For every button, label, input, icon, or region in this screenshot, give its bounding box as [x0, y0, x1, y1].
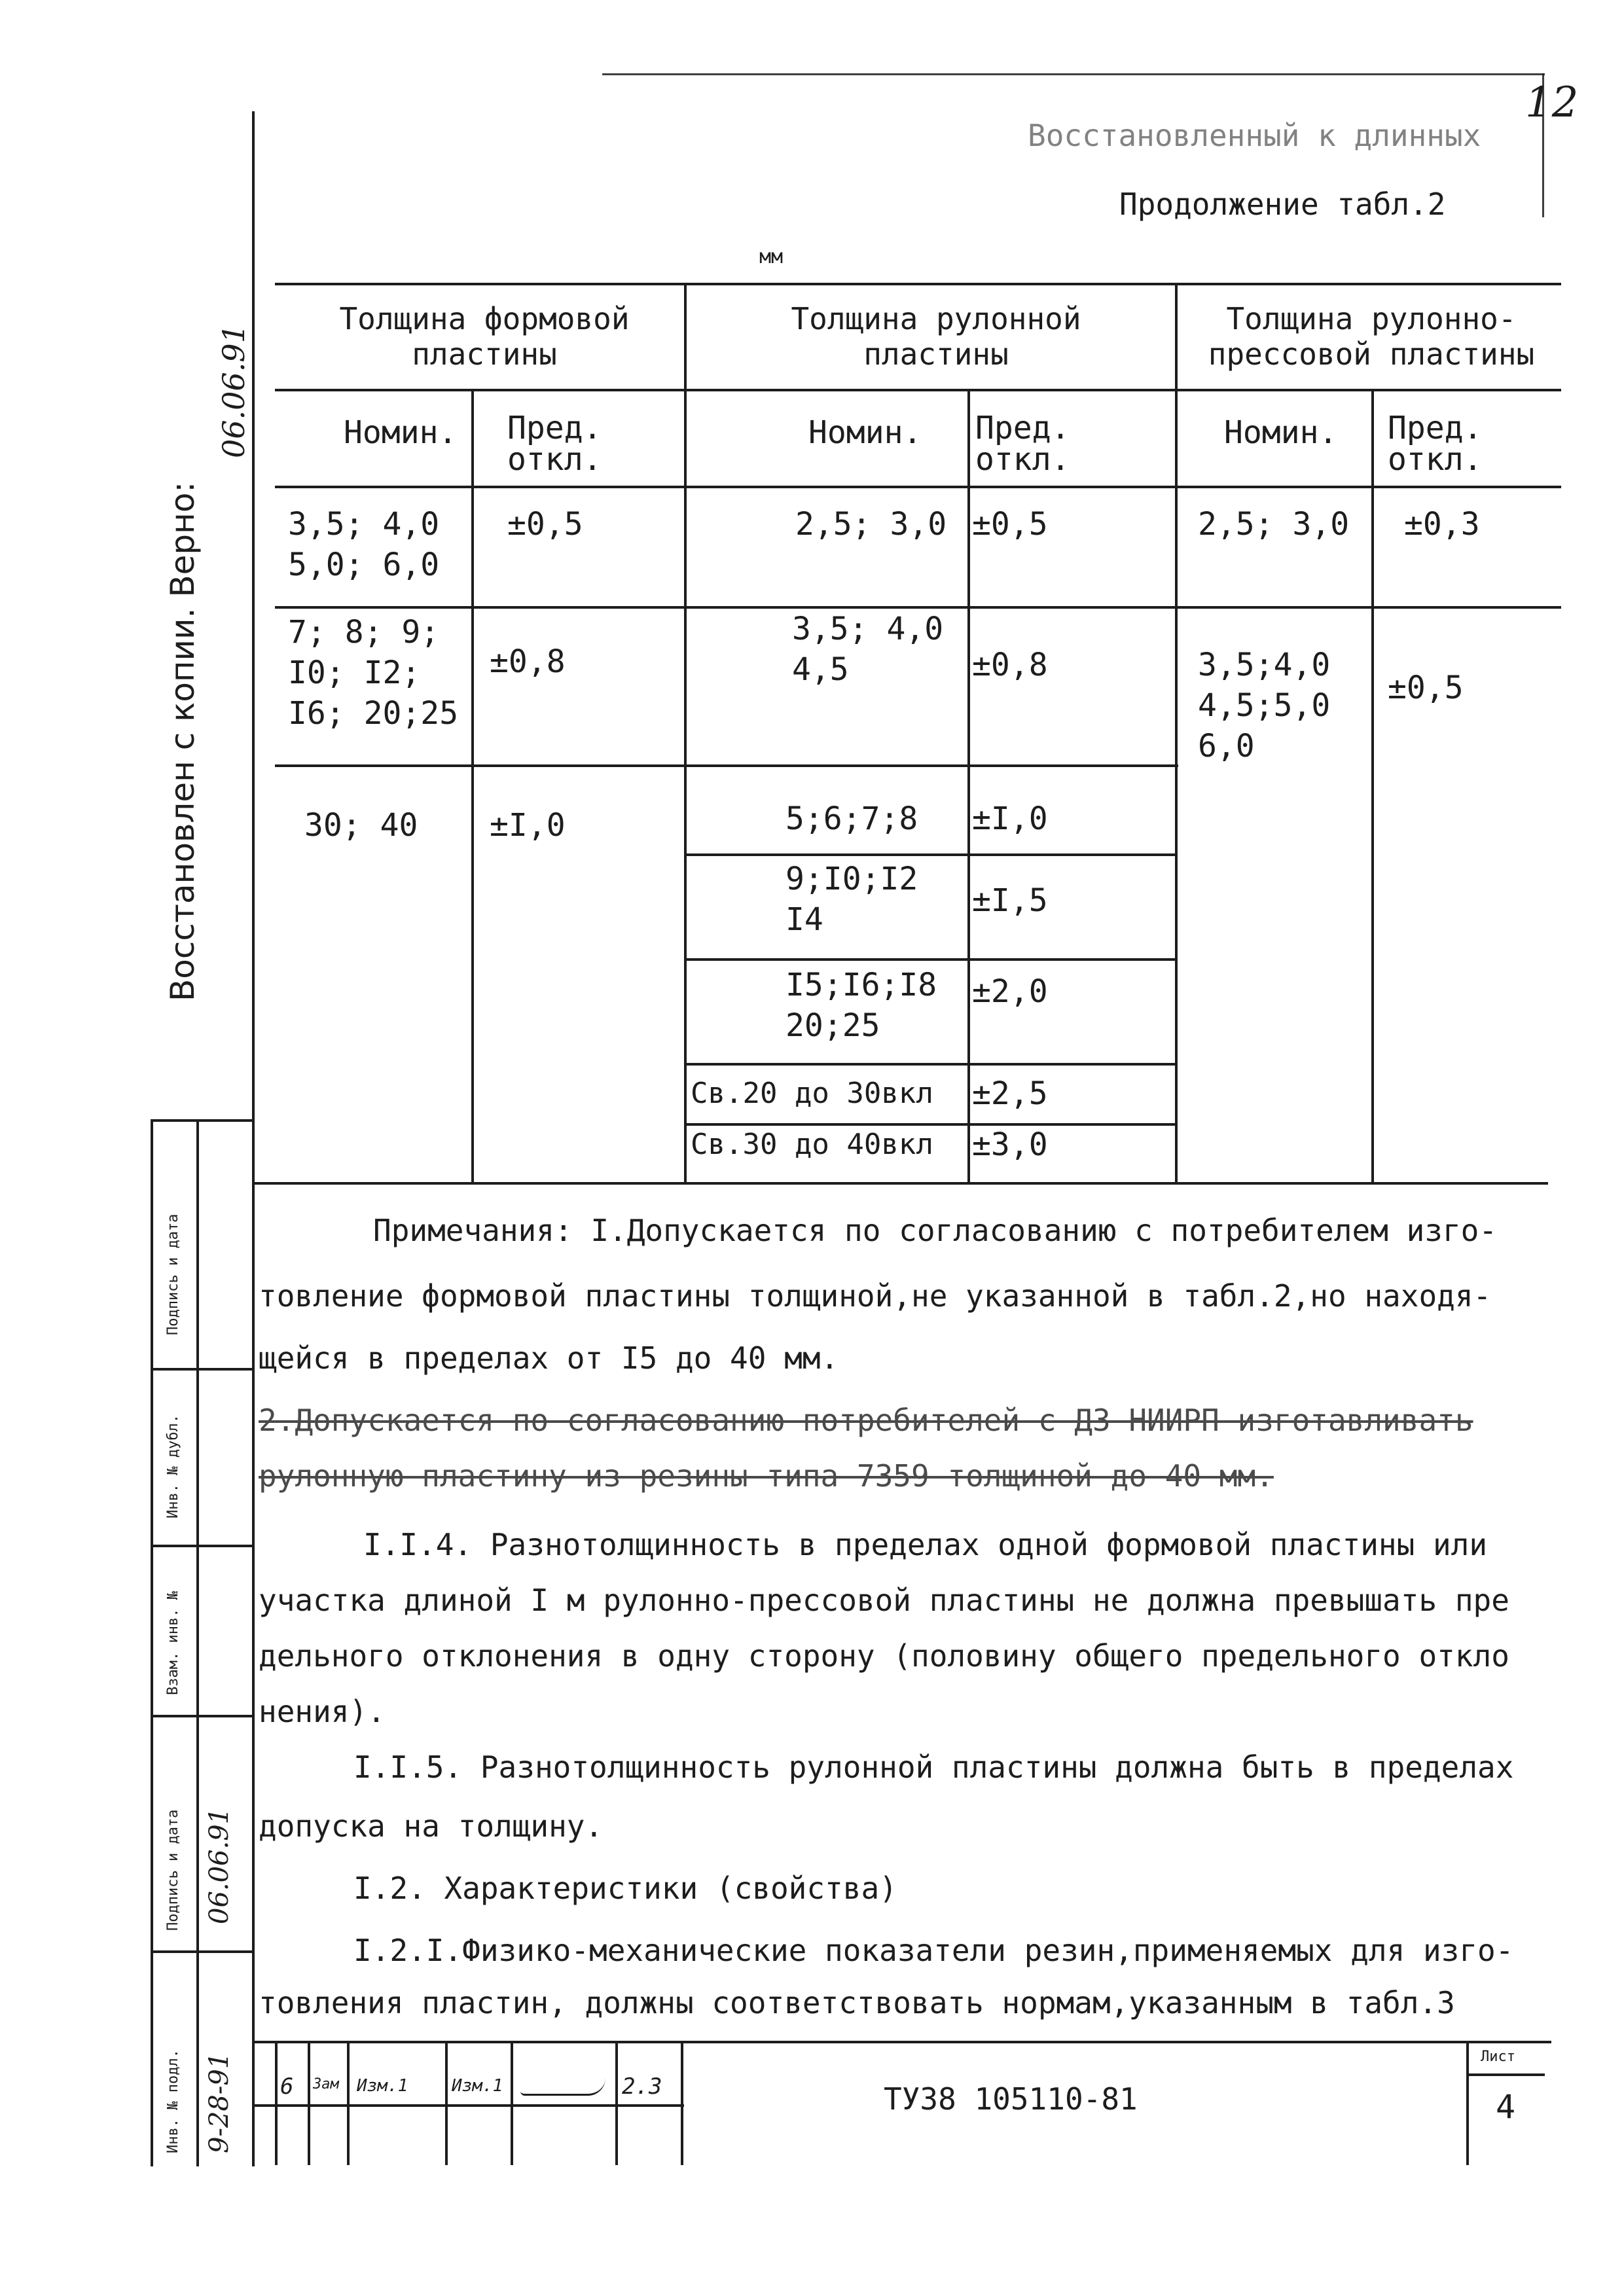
- rulon-dev-7: ±3,0: [972, 1126, 1048, 1163]
- rev-col-3: [347, 2041, 350, 2165]
- rulon-sub-line-2: [684, 958, 1175, 961]
- clause-1-1-4-line-3: дельного отклонения в одну сторону (половину общего предельного откло: [259, 1638, 1509, 1674]
- running-title: Восстановленный к длинных: [1028, 118, 1481, 153]
- rulon-dev-1: ±0,5: [972, 506, 1048, 543]
- rulon-nom-6: Св.20 до 30вкл: [691, 1077, 933, 1110]
- table-continuation-caption: Продолжение табл.2: [1119, 187, 1446, 222]
- stamp-inv-orig-value: 9-28-91: [204, 2052, 234, 2153]
- rulon-sub-line-1: [684, 853, 1175, 856]
- stamp-row-2: [151, 1368, 252, 1371]
- stamp-field-inv-dup: Инв. № дубл.: [165, 1414, 181, 1518]
- sheet-number: 4: [1496, 2088, 1516, 2126]
- col-line-press-dev: [1371, 389, 1374, 1182]
- rev-col-1: [275, 2041, 278, 2165]
- clause-1-1-5-line-2: допуска на толщину.: [259, 1808, 604, 1844]
- stamp-row-4: [151, 1715, 252, 1717]
- rev-value-1: 6: [280, 2073, 294, 2100]
- document-code: ТУ38 105110-81: [884, 2081, 1138, 2117]
- rulon-nom-3: 5;6;7;8: [785, 800, 918, 837]
- col-line-rulon-dev: [967, 389, 970, 1182]
- formova-nom-3: 30; 40: [304, 807, 418, 844]
- clause-1-1-4-line-1: I.I.4. Разнотолщинность в пределах одной формовой пластины или: [363, 1527, 1488, 1562]
- note-1-line-2: товление формовой пластины толщиной,не указанной в табл.2,но находя-: [259, 1278, 1492, 1314]
- press-dev-2: ±0,5: [1388, 670, 1464, 706]
- rev-value-3: Изм.1: [357, 2076, 408, 2096]
- stamp-row-5: [151, 1950, 252, 1953]
- sheet-label-line: [1466, 2073, 1545, 2076]
- subheader-press-dev: Пред. откл.: [1388, 410, 1483, 478]
- subheader-formova-dev: Пред. откл.: [507, 410, 602, 478]
- stamp-field-sign-date-2: Подпись и дата: [165, 1809, 181, 1931]
- table-header-bottom-line: [275, 486, 1561, 488]
- note-1-line-3: щейся в пределах от I5 до 40 мм.: [259, 1340, 839, 1376]
- stamp-field-sign-date: Подпись и дата: [165, 1213, 181, 1335]
- rulon-nom-2: 3,5; 4,0 4,5: [792, 611, 944, 688]
- stamp-sign-date-2-value: 06.06.91: [204, 1807, 234, 1924]
- clause-1-1-4-line-2: участка длиной I м рулонно-прессовой пластины не должна превышать пре: [259, 1583, 1509, 1618]
- note-2-line-1: 2.Допускается по согласованию потребителей с ДЗ НИИРП изготавливать: [259, 1403, 1473, 1438]
- unit-label: мм: [759, 245, 784, 268]
- clause-1-2-heading: I.2. Характеристики (свойства): [353, 1871, 897, 1906]
- formova-dev-3: ±I,0: [490, 807, 566, 844]
- subheader-rulon-nom: Номин.: [808, 414, 922, 451]
- stamp-row-3: [151, 1545, 252, 1547]
- rulon-nom-5: I5;I6;I8 20;25: [785, 967, 937, 1044]
- press-dev-1: ±0,3: [1404, 506, 1480, 543]
- rev-value-2: Зам: [313, 2076, 339, 2092]
- note-1-line-1: Примечания: I.Допускается по согласованию с потребителем изго-: [373, 1213, 1498, 1248]
- rev-col-2: [308, 2041, 310, 2165]
- clause-1-1-4-line-4: нения).: [259, 1694, 386, 1729]
- rev-col-5: [511, 2041, 513, 2165]
- formova-dev-1: ±0,5: [507, 506, 583, 543]
- rulon-dev-4: ±I,5: [972, 882, 1048, 919]
- clause-1-1-5-line-1: I.I.5. Разнотолщинность рулонной пластины должна быть в пределах: [353, 1749, 1514, 1785]
- frame-left-line: [252, 111, 255, 2166]
- rulon-nom-4: 9;I0;I2 I4: [785, 861, 918, 938]
- table-top-line: [275, 283, 1561, 285]
- col-line-formova-dev: [471, 389, 474, 1182]
- stamp-field-inv-orig: Инв. № подл.: [165, 2049, 181, 2153]
- stamp-field-replace-inv: Взам. инв. №: [165, 1591, 181, 1695]
- title-block-mid-line: [252, 2104, 684, 2107]
- formova-nom-1: 3,5; 4,0 5,0; 6,0: [288, 506, 440, 583]
- rev-col-7: [681, 2041, 683, 2165]
- rev-col-6: [615, 2041, 618, 2165]
- clause-1-2-1-line-2: товления пластин, должны соответствовать нормам,указанным в табл.3: [259, 1985, 1455, 2020]
- stamp-col-mid: [196, 1119, 199, 2166]
- header-rulon-press: Толщина рулонно-прессовой пластины: [1208, 301, 1535, 372]
- frame-top-line: [602, 73, 1545, 75]
- subheader-press-nom: Номин.: [1224, 414, 1338, 451]
- rulon-sub-line-3: [684, 1063, 1175, 1066]
- rulon-nom-1: 2,5; 3,0: [795, 506, 947, 543]
- table-subheader-line: [275, 389, 1561, 391]
- rulon-dev-2: ±0,8: [972, 647, 1048, 683]
- subheader-rulon-dev: Пред. откл.: [975, 410, 1070, 478]
- rulon-dev-3: ±I,0: [972, 800, 1048, 837]
- press-nom-2: 3,5;4,0 4,5;5,0 6,0: [1198, 647, 1331, 764]
- stamp-row-1: [151, 1119, 252, 1122]
- rev-value-4: Изм.1: [452, 2076, 503, 2096]
- rev-signature: [520, 2078, 605, 2096]
- rulon-dev-6: ±2,5: [972, 1075, 1048, 1112]
- col-line-rulon: [684, 283, 687, 1182]
- col-line-press: [1175, 283, 1178, 1182]
- subheader-formova-nom: Номин.: [344, 414, 458, 451]
- table-row2-bottom-line-left: [275, 764, 1178, 767]
- sheet-col: [1466, 2041, 1469, 2165]
- note-2-line-2: рулонную пластину из резины типа 7359 толщиной до 40 мм.: [259, 1458, 1274, 1494]
- press-nom-1: 2,5; 3,0: [1198, 506, 1350, 543]
- formova-nom-2: 7; 8; 9; I0; I2; I6; 20;25: [288, 614, 459, 732]
- restored-signature-date: 06.06.91: [216, 324, 251, 458]
- clause-1-2-1-line-1: I.2.I.Физико-механические показатели резин,применяемых для изго-: [353, 1933, 1514, 1968]
- rulon-nom-7: Св.30 до 40вкл: [691, 1128, 933, 1161]
- rulon-dev-5: ±2,0: [972, 973, 1048, 1010]
- page-number: 12: [1525, 79, 1579, 127]
- rev-value-6: 2.3: [622, 2073, 662, 2100]
- sheet-label: Лист: [1481, 2049, 1515, 2065]
- table-bottom-line: [252, 1182, 1548, 1185]
- rev-col-4: [445, 2041, 448, 2165]
- stamp-col-left: [151, 1119, 153, 2166]
- header-rulon: Толщина рулонной пластины: [791, 301, 1081, 372]
- formova-dev-2: ±0,8: [490, 643, 566, 680]
- header-formova: Толщина формовой пластины: [339, 301, 630, 372]
- restored-note: Восстановлен с копии. Верно:: [164, 481, 202, 1001]
